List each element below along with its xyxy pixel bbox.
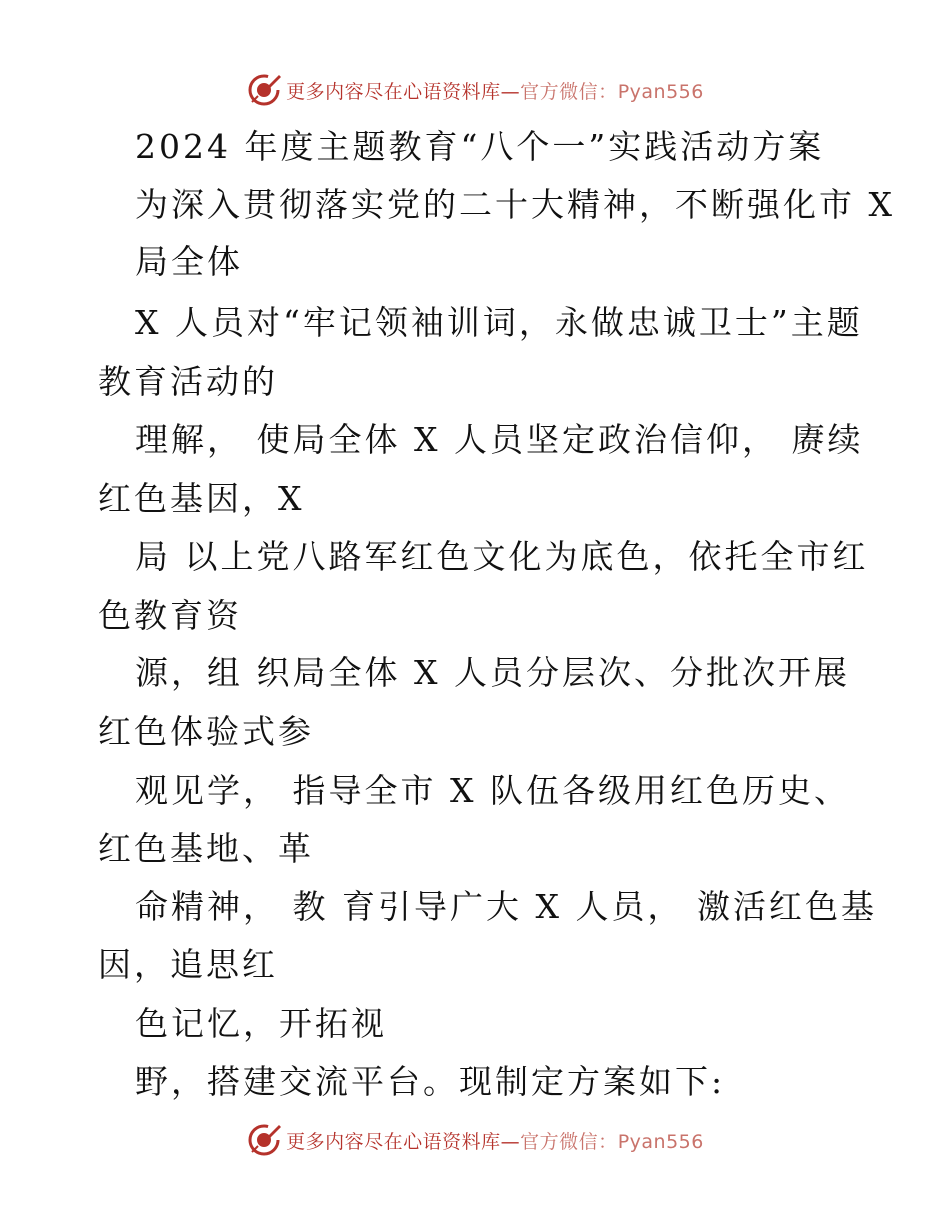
paragraph-line: 源，组 织局全体 X 人员分层次、分批次开展 [135,653,850,692]
paragraph-line: 局全体 [135,242,243,281]
document-title: 2024 年度主题教育“八个一”实践活动方案 [135,127,825,166]
paragraph-line: 观见学， 指导全市 X 队伍各级用红色历史、 [135,771,850,810]
header-watermark-banner [0,70,950,110]
paragraph-line: 色记忆，开拓视 [135,1004,387,1043]
paragraph-line: 理解， 使局全体 X 人员坚定政治信仰， 赓续 [135,420,864,459]
paragraph-line: 色教育资 [98,596,242,635]
watermark-text: 更多内容尽在心语资料库—官方微信：Pyan556 [286,80,704,103]
paragraph-line: X 人员对“牢记领袖训词，永做忠诚卫士”主题 [135,303,863,342]
pen-logo-icon [246,1122,282,1158]
paragraph-line: 红色基因，X [98,479,305,518]
paragraph-line: 红色体验式参 [98,712,314,751]
paragraph-line: 命精神， 教 育引导广大 X 人员， 激活红色基 [135,887,877,926]
paragraph-line: 为深入贯彻落实党的二十大精神，不断强化市 X [135,185,895,224]
paragraph-line: 因，追思红 [98,945,278,984]
footer-watermark-banner [0,1120,950,1160]
watermark-text: 更多内容尽在心语资料库—官方微信：Pyan556 [286,1130,704,1153]
paragraph-line: 野，搭建交流平台。现制定方案如下: [135,1062,726,1101]
paragraph-line: 局 以上党八路军红色文化为底色，依托全市红 [135,537,869,576]
paragraph-line: 教育活动的 [98,362,278,401]
pen-logo-icon [246,72,282,108]
paragraph-line: 红色基地、革 [98,829,314,868]
